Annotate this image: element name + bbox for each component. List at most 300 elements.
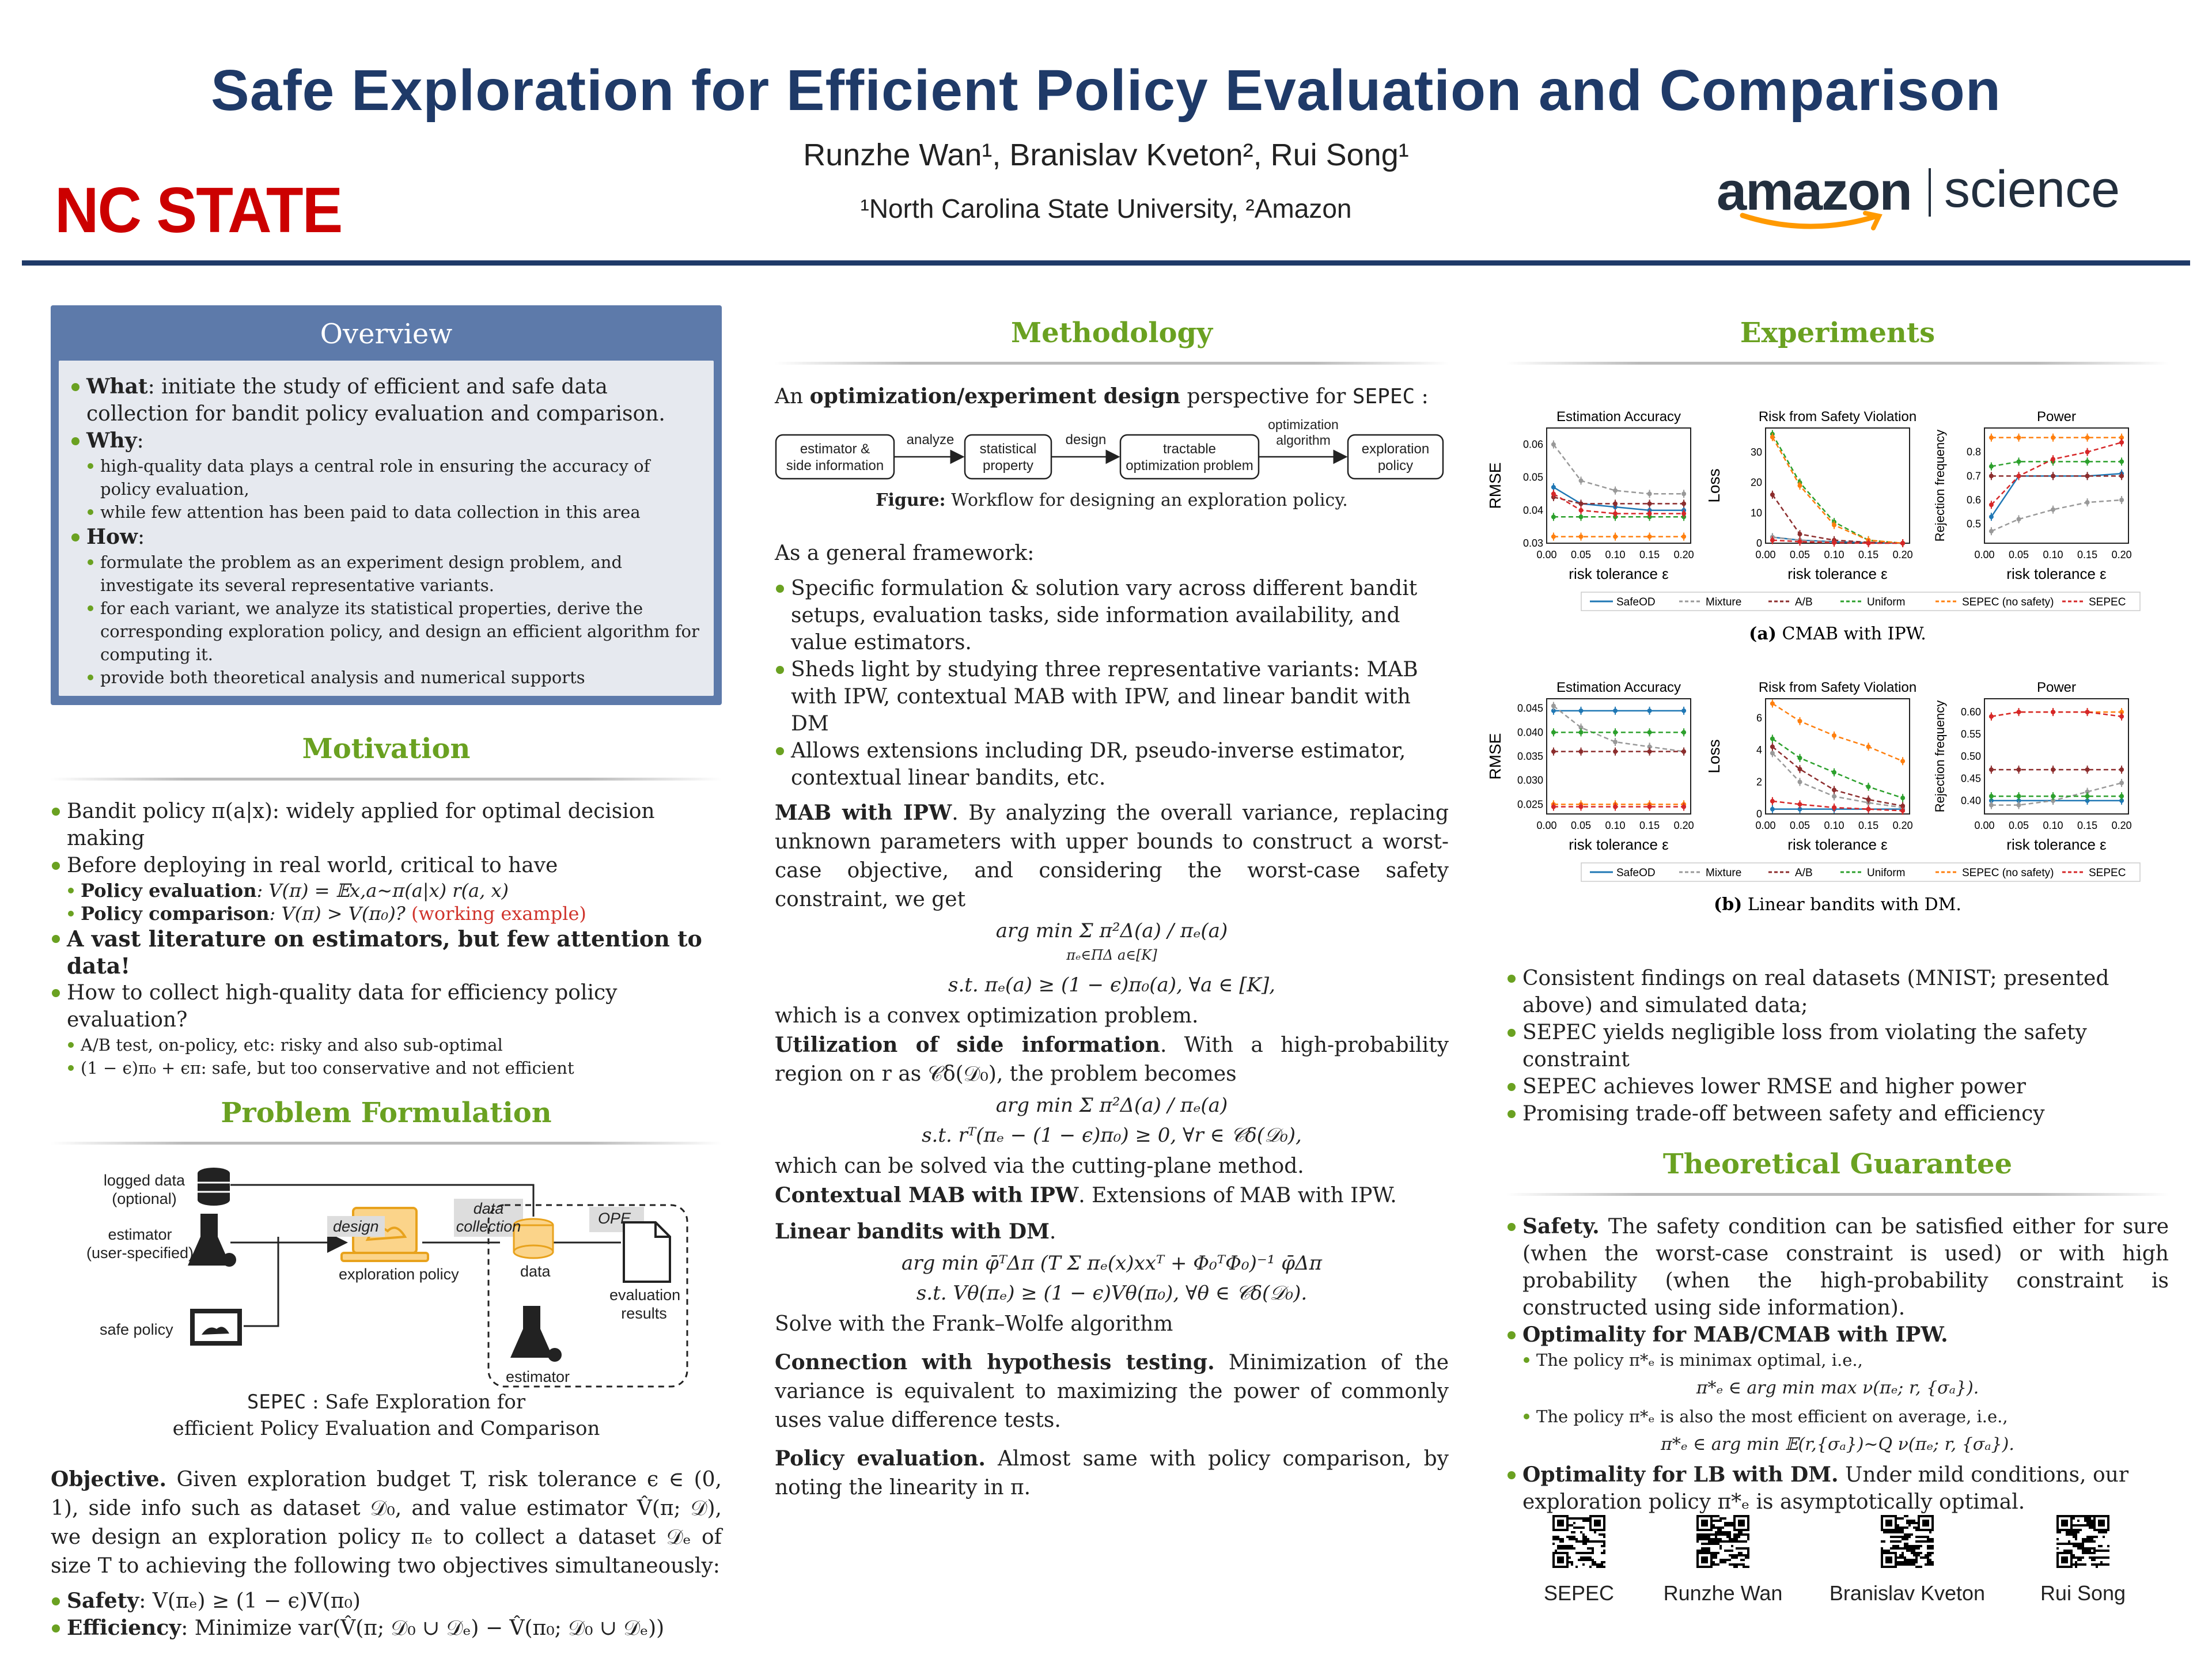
lb-label: Linear bandits with DM (775, 1219, 1050, 1244)
chart-xtick: 0.20 (1673, 549, 1694, 560)
document-icon (624, 1222, 670, 1282)
equation-2b: s.t. rᵀ(πₑ − (1 − ϵ)π₀) ≥ 0, ∀r ∈ 𝒞δ(𝒟₀), (922, 1124, 1302, 1147)
chart-ytick: 0.60 (1960, 706, 1981, 718)
chart-ylabel: Loss (1705, 739, 1723, 774)
chart-ytick: 20 (1750, 476, 1762, 488)
motivation-sub-bullet (51, 902, 722, 925)
chart-xlabel: risk tolerance ε (1569, 565, 1669, 582)
data-label: data (520, 1263, 551, 1280)
data-point (2119, 440, 2124, 445)
data-point (2085, 767, 2090, 772)
evaluation-results-label (609, 1286, 679, 1323)
flow-box-3-a: tractable (1162, 441, 1217, 457)
theory-opt-label: Optimality for MAB/CMAB with IPW. (1522, 1323, 1948, 1347)
theory-opt-item: The policy π*ₑ is also the most efficient on average, i.e., (1506, 1405, 2169, 1428)
legend-label: Uniform (1867, 596, 1906, 608)
chart-title: Estimation Accuracy (1556, 409, 1681, 425)
data-point (1613, 740, 1618, 744)
safety-text: : V(πₑ) ≥ (1 − ϵ)V(π₀) (139, 1589, 361, 1613)
data-point (2051, 710, 2055, 714)
equation-3b: s.t. Vθ(πₑ) ≥ (1 − ϵ)Vθ(π₀), ∀θ ∈ 𝒞δ(𝒟₀). (916, 1282, 1308, 1305)
qr-label: Rui Song (2040, 1581, 2126, 1605)
legend-label: Uniform (1867, 867, 1906, 879)
chart-ytick: 0 (1756, 537, 1762, 549)
data-point (1579, 535, 1584, 539)
chart-ytick: 0.7 (1966, 470, 1981, 482)
legend-label: SEPEC (2089, 596, 2126, 608)
pe-label: Policy evaluation. (775, 1446, 986, 1471)
overview-title: Overview (320, 318, 453, 350)
data-point (1832, 794, 1836, 798)
mab-text: . By analyzing the overall variance, replacing unknown parameters with upper bounds to construct a worst-case objective, and considering the worst-case safety constraint, we get (775, 801, 1449, 911)
equation-1a: arg min Σ π²Δ(a) / πₑ(a) (995, 919, 1228, 942)
how-bullet (70, 524, 702, 551)
data-point (1832, 522, 1836, 527)
chart-ytick: 0.05 (1522, 471, 1543, 483)
data-point (1647, 709, 1652, 713)
what-label: What (86, 374, 148, 399)
data-point (1647, 512, 1652, 516)
chart-ytick: 0.5 (1966, 518, 1981, 530)
policy-comp-label: Policy comparison (81, 903, 270, 925)
flow-box-1-a: estimator & (800, 441, 870, 457)
data-point (1613, 709, 1618, 713)
data-point (1613, 488, 1618, 493)
chart-xlabel: risk tolerance ε (1569, 836, 1669, 853)
chart-ytick: 0.8 (1966, 446, 1981, 458)
data-point (1900, 796, 1905, 800)
data-point (1770, 493, 1775, 497)
data-point (2017, 517, 2021, 521)
overview-body (59, 361, 714, 696)
experiments-bullet: Consistent findings on real datasets (MNIST; presented above) and simulated data; (1506, 965, 2169, 1019)
equation-1a-sub: πₑ∈ΠΔ a∈[K] (1066, 947, 1157, 963)
data-point (1551, 805, 1556, 809)
data-point (1832, 770, 1836, 775)
chart-xtick: 0.20 (2111, 820, 2132, 831)
data-point (2119, 767, 2124, 772)
qr-pattern (1552, 1515, 1605, 1568)
legend-label: A/B (1795, 867, 1813, 879)
section-divider (1506, 362, 2169, 365)
chart-xtick: 0.05 (1571, 549, 1592, 560)
ope-label: OPE (598, 1210, 631, 1227)
chart-ytick: 0.040 (1517, 726, 1543, 738)
chart-ylabel: Loss (1705, 468, 1723, 503)
data-point (1681, 730, 1686, 734)
side-info-paragraph (775, 1031, 1449, 1089)
chart-frame (1766, 428, 1910, 543)
chart-ytick: 0.45 (1960, 772, 1981, 785)
experiments-bullet: SEPEC yields negligible loss from violating the safety constraint (1506, 1019, 2169, 1073)
intro-e: : (1415, 385, 1429, 408)
estimator-flask-icon (510, 1306, 562, 1362)
experiment-charts (1486, 382, 2169, 958)
flow-arrow-3-label (1262, 417, 1345, 448)
qr-pattern (2056, 1515, 2109, 1568)
data-point (1551, 485, 1556, 490)
chart-xtick: 0.00 (1974, 549, 1995, 560)
mab-label: MAB with IPW (775, 801, 952, 825)
data-point (1647, 730, 1652, 734)
data-point (1551, 704, 1556, 709)
qr-label: Branislav Kveton (1829, 1581, 1986, 1605)
data-point (1770, 736, 1775, 741)
data-point (1989, 464, 1994, 469)
chart-xtick: 0.10 (1605, 820, 1626, 831)
data-point (2017, 803, 2021, 808)
general-framework: As a general framework: (775, 541, 1035, 565)
data-point (1798, 779, 1802, 784)
affiliations: ¹North Carolina State University, ²Amazon (860, 194, 1352, 224)
chart-frame (1547, 428, 1691, 543)
how-item: for each variant, we analyze its statistical properties, derive the corresponding exploration policy, and design an efficient algorithm for computing it. (70, 597, 702, 666)
data-point (1551, 442, 1556, 447)
data-point (1579, 805, 1584, 809)
amazon-logo-word: amazon (1717, 161, 1911, 221)
data-point (1866, 785, 1871, 789)
data-point (2085, 459, 2090, 464)
motivation-bullet: Before deploying in real world, critical to have (51, 852, 722, 879)
chart-xtick: 0.00 (1755, 820, 1776, 831)
flow-box-4 (1348, 441, 1443, 474)
chart-xtick: 0.15 (2077, 820, 2098, 831)
data-point (1681, 491, 1686, 496)
data-point (2051, 457, 2055, 461)
data-point (1798, 532, 1802, 536)
data-point (1866, 541, 1871, 546)
chart-xtick: 0.00 (1536, 549, 1557, 560)
safety-label: Safety (67, 1589, 139, 1613)
column-right (1486, 305, 2169, 1516)
chart-ytick: 0.06 (1522, 438, 1543, 450)
data-point (1681, 709, 1686, 713)
experiments-bullet: SEPEC achieves lower RMSE and higher power (1506, 1073, 2169, 1100)
caption-text: CMAB with IPW. (1777, 624, 1926, 644)
chart-frame (1766, 699, 1910, 814)
section-divider (1506, 1193, 2169, 1196)
data-point (1681, 749, 1686, 754)
theory-lb (1506, 1461, 2169, 1516)
problem-title: Problem Formulation (221, 1097, 552, 1129)
logo-divider (1929, 168, 1931, 217)
chart-xtick: 0.05 (2009, 820, 2029, 831)
data-point (1681, 512, 1686, 516)
data-point (1579, 730, 1584, 734)
data-point (1770, 799, 1775, 804)
methodology-title: Methodology (1010, 317, 1213, 349)
flow-box-4-a: exploration (1361, 441, 1430, 457)
chart-title: Risk from Safety Violation (1758, 409, 1917, 425)
chart-ylabel: RMSE (1486, 733, 1504, 780)
flow-box-2-b: property (982, 458, 1034, 474)
why-bullet (70, 427, 702, 454)
chart-xtick: 0.05 (2009, 549, 2029, 560)
chart-ytick: 2 (1756, 776, 1762, 788)
data-point (1866, 807, 1871, 812)
intro-c: perspective for (1180, 385, 1353, 408)
qr-pattern (1696, 1515, 1749, 1568)
legend-label: Mixture (1706, 596, 1742, 608)
legend-label: SEPEC (no safety) (1962, 867, 2054, 879)
legend-label: SafeOD (1616, 867, 1656, 879)
theory-title: Theoretical Guarantee (1662, 1148, 2013, 1180)
cmab-paragraph (775, 1181, 1449, 1210)
chart-xtick: 0.20 (1892, 549, 1913, 560)
chart-ytick: 4 (1756, 744, 1762, 756)
data-point (2119, 794, 2124, 798)
theory-eq-1: π*ₑ ∈ arg min max ν(πₑ; r, {σₐ}). (1696, 1378, 1979, 1398)
what-text: : initiate the study of efficient and safe data collection for bandit policy evaluation and comparison. (86, 375, 665, 426)
chart-xtick: 0.05 (1790, 820, 1810, 831)
data-point (2051, 507, 2055, 512)
chart-ytick: 0 (1756, 808, 1762, 820)
theory-opt-item: The policy π*ₑ is minimax optimal, i.e., (1506, 1349, 2169, 1372)
legend-label: SEPEC (no safety) (1962, 596, 2054, 608)
data-point (1551, 491, 1556, 496)
flow-arrow-2-label: design (1065, 432, 1107, 448)
motivation-sub-bullet: (1 − ϵ)π₀ + ϵπ: safe, but too conservative and not efficient (51, 1056, 722, 1080)
data-point (2119, 781, 2124, 785)
safety-objective (51, 1588, 722, 1615)
why-item: while few attention has been paid to data collection in this area (70, 501, 702, 524)
data-point (1900, 759, 1905, 763)
flow-box-3 (1120, 441, 1259, 474)
poster-header (0, 0, 2212, 271)
hyp-text: Minimization of the variance is equivalent to maximizing the power of commonly uses value difference tests. (775, 1351, 1449, 1432)
data-point (1798, 539, 1802, 544)
chart-ytick: 0.50 (1960, 751, 1981, 762)
theory-safety-label: Safety. (1522, 1214, 1600, 1238)
theory-optimality (1506, 1321, 2169, 1349)
caption-label: (a) (1749, 624, 1777, 644)
data-point (1770, 701, 1775, 706)
data-point (1866, 744, 1871, 749)
data-point (1989, 803, 1994, 808)
how-label: How (86, 525, 138, 549)
policy-eval-text: : V(π) = 𝔼x,a∼π(a|x) r(a, x) (256, 880, 509, 902)
cutting-plane-note: which can be solved via the cutting-plane method. (775, 1154, 1304, 1178)
framework-bullet: Sheds light by studying three representative variants: MAB with IPW, contextual MAB with IPW, and linear bandit with DM (775, 656, 1449, 737)
data-point (1579, 514, 1584, 519)
data-point (1647, 749, 1652, 754)
qr-pattern (1881, 1515, 1934, 1568)
data-point (2085, 474, 2090, 478)
data-point (1798, 802, 1802, 806)
efficiency-text: : Minimize var(V̂(π; 𝒟₀ ∪ 𝒟ₑ) − V̂(π₀; 𝒟₀ ∪ 𝒟ₑ)) (181, 1616, 665, 1640)
cmab-label: Contextual MAB with IPW (775, 1183, 1079, 1207)
qr-code-icon[interactable] (2056, 1515, 2109, 1568)
data-point (1579, 478, 1584, 483)
pe-text: Almost same with policy comparison, by noting the linearity in π. (775, 1447, 1449, 1499)
motivation-bullet: How to collect high-quality data for efficiency policy evaluation? (51, 979, 722, 1033)
working-example-note: (working example) (411, 903, 586, 925)
data-point (1989, 474, 1994, 478)
hyp-label: Connection with hypothesis testing. (775, 1350, 1215, 1374)
flow-box-1-b: side information (786, 458, 884, 474)
charts-svg (1486, 382, 2169, 958)
data-point (2085, 794, 2090, 798)
data-point (1798, 483, 1802, 488)
lb-paragraph (775, 1217, 1449, 1247)
chart-caption (1749, 624, 1926, 644)
chart-ytick: 0.035 (1517, 751, 1543, 762)
database-icon (198, 1168, 230, 1206)
objective-text: Given exploration budget T, risk tolerance ϵ ∈ (0, 1), side info such as dataset 𝒟₀, and value estimator V̂(π; 𝒟), we design an exploration policy πₑ to collect a dataset 𝒟ₑ of size T to achieving the following two objectives simultaneously: (51, 1468, 722, 1578)
chart-xtick: 0.20 (1673, 820, 1694, 831)
poster-title: Safe Exploration for Efficient Policy Evaluation and Comparison (211, 58, 2001, 123)
equation-3a: arg min φ̄ᵀΔπ (T Σ πₑ(x)xxᵀ + Φ₀ᵀΦ₀)⁻¹ φ̄Δπ (902, 1252, 1322, 1275)
data-point (1798, 767, 1802, 771)
data-point (1613, 535, 1618, 539)
data-point (1681, 535, 1686, 539)
chart-xtick: 0.15 (1858, 820, 1879, 831)
motivation-title: Motivation (302, 733, 471, 765)
column-left (51, 305, 722, 1642)
side-label: Utilization of side information (775, 1033, 1160, 1057)
results-text: results (621, 1305, 667, 1322)
chart-xlabel: risk tolerance ε (1787, 836, 1888, 853)
chart-ytick: 0.045 (1517, 702, 1543, 714)
flow-box-3-b: optimization problem (1126, 458, 1253, 474)
why-label: Why (86, 429, 137, 453)
flow-box-2-a: statistical (979, 441, 1037, 457)
intro-d: SEPEC (1352, 385, 1415, 408)
data-point (1770, 744, 1775, 749)
flow-box-1 (776, 441, 894, 474)
data-point (1613, 730, 1618, 734)
objective-paragraph (51, 1465, 722, 1581)
flow-arrow-1-label: analyze (906, 432, 955, 448)
caption-rest: : Safe Exploration for (306, 1391, 526, 1414)
data-point (2051, 794, 2055, 798)
data-point (1551, 535, 1556, 539)
logged-data-optional: (optional) (112, 1190, 177, 1207)
chart-ytick: 0.04 (1522, 504, 1543, 516)
data-point (2017, 474, 2021, 478)
chart-xlabel: risk tolerance ε (2006, 836, 2107, 853)
chart-xtick: 0.10 (1824, 549, 1844, 560)
caption-text: Linear bandits with DM. (1742, 895, 1961, 915)
chart-ylabel: RMSE (1486, 462, 1504, 509)
legend-label: SEPEC (2089, 867, 2126, 879)
how-item: formulate the problem as an experiment design problem, and investigate its several representative variants. (70, 551, 702, 597)
chart-xtick: 0.00 (1755, 549, 1776, 560)
intro-b: optimization/experiment design (809, 384, 1181, 408)
data-point (1989, 794, 1994, 798)
data-point (2051, 767, 2055, 772)
data-point (2017, 710, 2021, 714)
section-divider (51, 1142, 722, 1145)
chart-ytick: 30 (1750, 446, 1762, 459)
chart-ytick: 0.03 (1522, 537, 1543, 549)
chart-frame (1984, 428, 2128, 543)
legend-label: A/B (1795, 596, 1813, 608)
chart-xtick: 0.15 (1639, 820, 1660, 831)
caption-label: (b) (1714, 895, 1743, 915)
section-divider (51, 778, 722, 781)
fig-label: Figure: (876, 490, 946, 510)
data-point (1579, 749, 1584, 754)
equation-1b: s.t. πₑ(a) ≥ (1 − ϵ)π₀(a), ∀a ∈ [K], (948, 974, 1275, 997)
data-point (1770, 807, 1775, 812)
design-label: design (333, 1218, 379, 1235)
data-point (1647, 491, 1652, 496)
how-colon: : (138, 525, 145, 549)
data-point (2085, 450, 2090, 454)
legend-label: SafeOD (1616, 596, 1656, 608)
qr-code-icon[interactable] (1881, 1515, 1934, 1568)
policy-eval-label: Policy evaluation (81, 880, 257, 902)
data-point (2119, 474, 2124, 478)
amazon-smile-icon (1740, 211, 1889, 234)
workflow-diagram (775, 417, 1449, 484)
safe-policy-label: safe policy (100, 1321, 173, 1338)
data-point (1989, 767, 1994, 772)
efficiency-objective (51, 1615, 722, 1642)
data-point (2051, 435, 2055, 440)
data-point (1551, 514, 1556, 519)
chart-ytick: 0.025 (1517, 798, 1543, 810)
chart-ytick: 10 (1750, 507, 1762, 519)
chart-xtick: 0.20 (2111, 549, 2132, 560)
qr-code-icon[interactable] (1552, 1515, 1605, 1568)
chart-xtick: 0.05 (1790, 549, 1810, 560)
data-collection-2: collection (456, 1218, 521, 1235)
data-point (1770, 751, 1775, 755)
data-point (1832, 787, 1836, 792)
chart-xtick: 0.10 (2043, 549, 2063, 560)
policy-comp-text: : V(π) > V(π₀)? (269, 903, 406, 925)
data-point (1989, 714, 1994, 719)
sepec-mono: SEPEC (247, 1391, 306, 1414)
amazon-science-word: science (1944, 161, 2120, 218)
legend-label: Mixture (1706, 867, 1742, 879)
logged-data-text: logged data (103, 1172, 185, 1189)
chart-xtick: 0.00 (1974, 820, 1995, 831)
chart-caption (1714, 895, 1961, 915)
monitor-icon (190, 1309, 242, 1346)
frank-wolfe-note: Solve with the Frank–Wolfe algorithm (775, 1312, 1173, 1336)
motivation-sub-bullet (51, 879, 722, 902)
estimator-bottom-label: estimator (506, 1368, 570, 1385)
data-point (2085, 435, 2090, 440)
chart-title: Risk from Safety Violation (1758, 680, 1917, 695)
lb-text: . (1049, 1220, 1056, 1244)
authors: Runzhe Wan¹, Branislav Kveton², Rui Song¹ (803, 138, 1409, 172)
problem-diagram (51, 1162, 722, 1392)
why-colon: : (137, 429, 144, 453)
exploration-policy-label: exploration policy (339, 1266, 459, 1283)
data-point (1900, 541, 1905, 546)
chart-ytick: 0.40 (1960, 794, 1981, 806)
methodology-intro (775, 382, 1449, 411)
logged-data-label (97, 1171, 192, 1208)
estimator-label (82, 1225, 198, 1262)
data-point (1613, 805, 1618, 809)
qr-code-icon[interactable] (1696, 1515, 1749, 1568)
data-point (1989, 435, 1994, 440)
data-point (1613, 501, 1618, 506)
chart-xlabel: risk tolerance ε (1787, 565, 1888, 582)
chart-title: Power (2036, 680, 2077, 695)
flow-box-2 (965, 441, 1051, 474)
chart-xtick: 0.15 (1858, 549, 1879, 560)
fig-text: Workflow for designing an exploration policy. (945, 490, 1348, 510)
chart-ytick: 0.6 (1966, 494, 1981, 506)
cmab-text: . Extensions of MAB with IPW. (1078, 1184, 1397, 1207)
experiments-title: Experiments (1740, 317, 1936, 349)
